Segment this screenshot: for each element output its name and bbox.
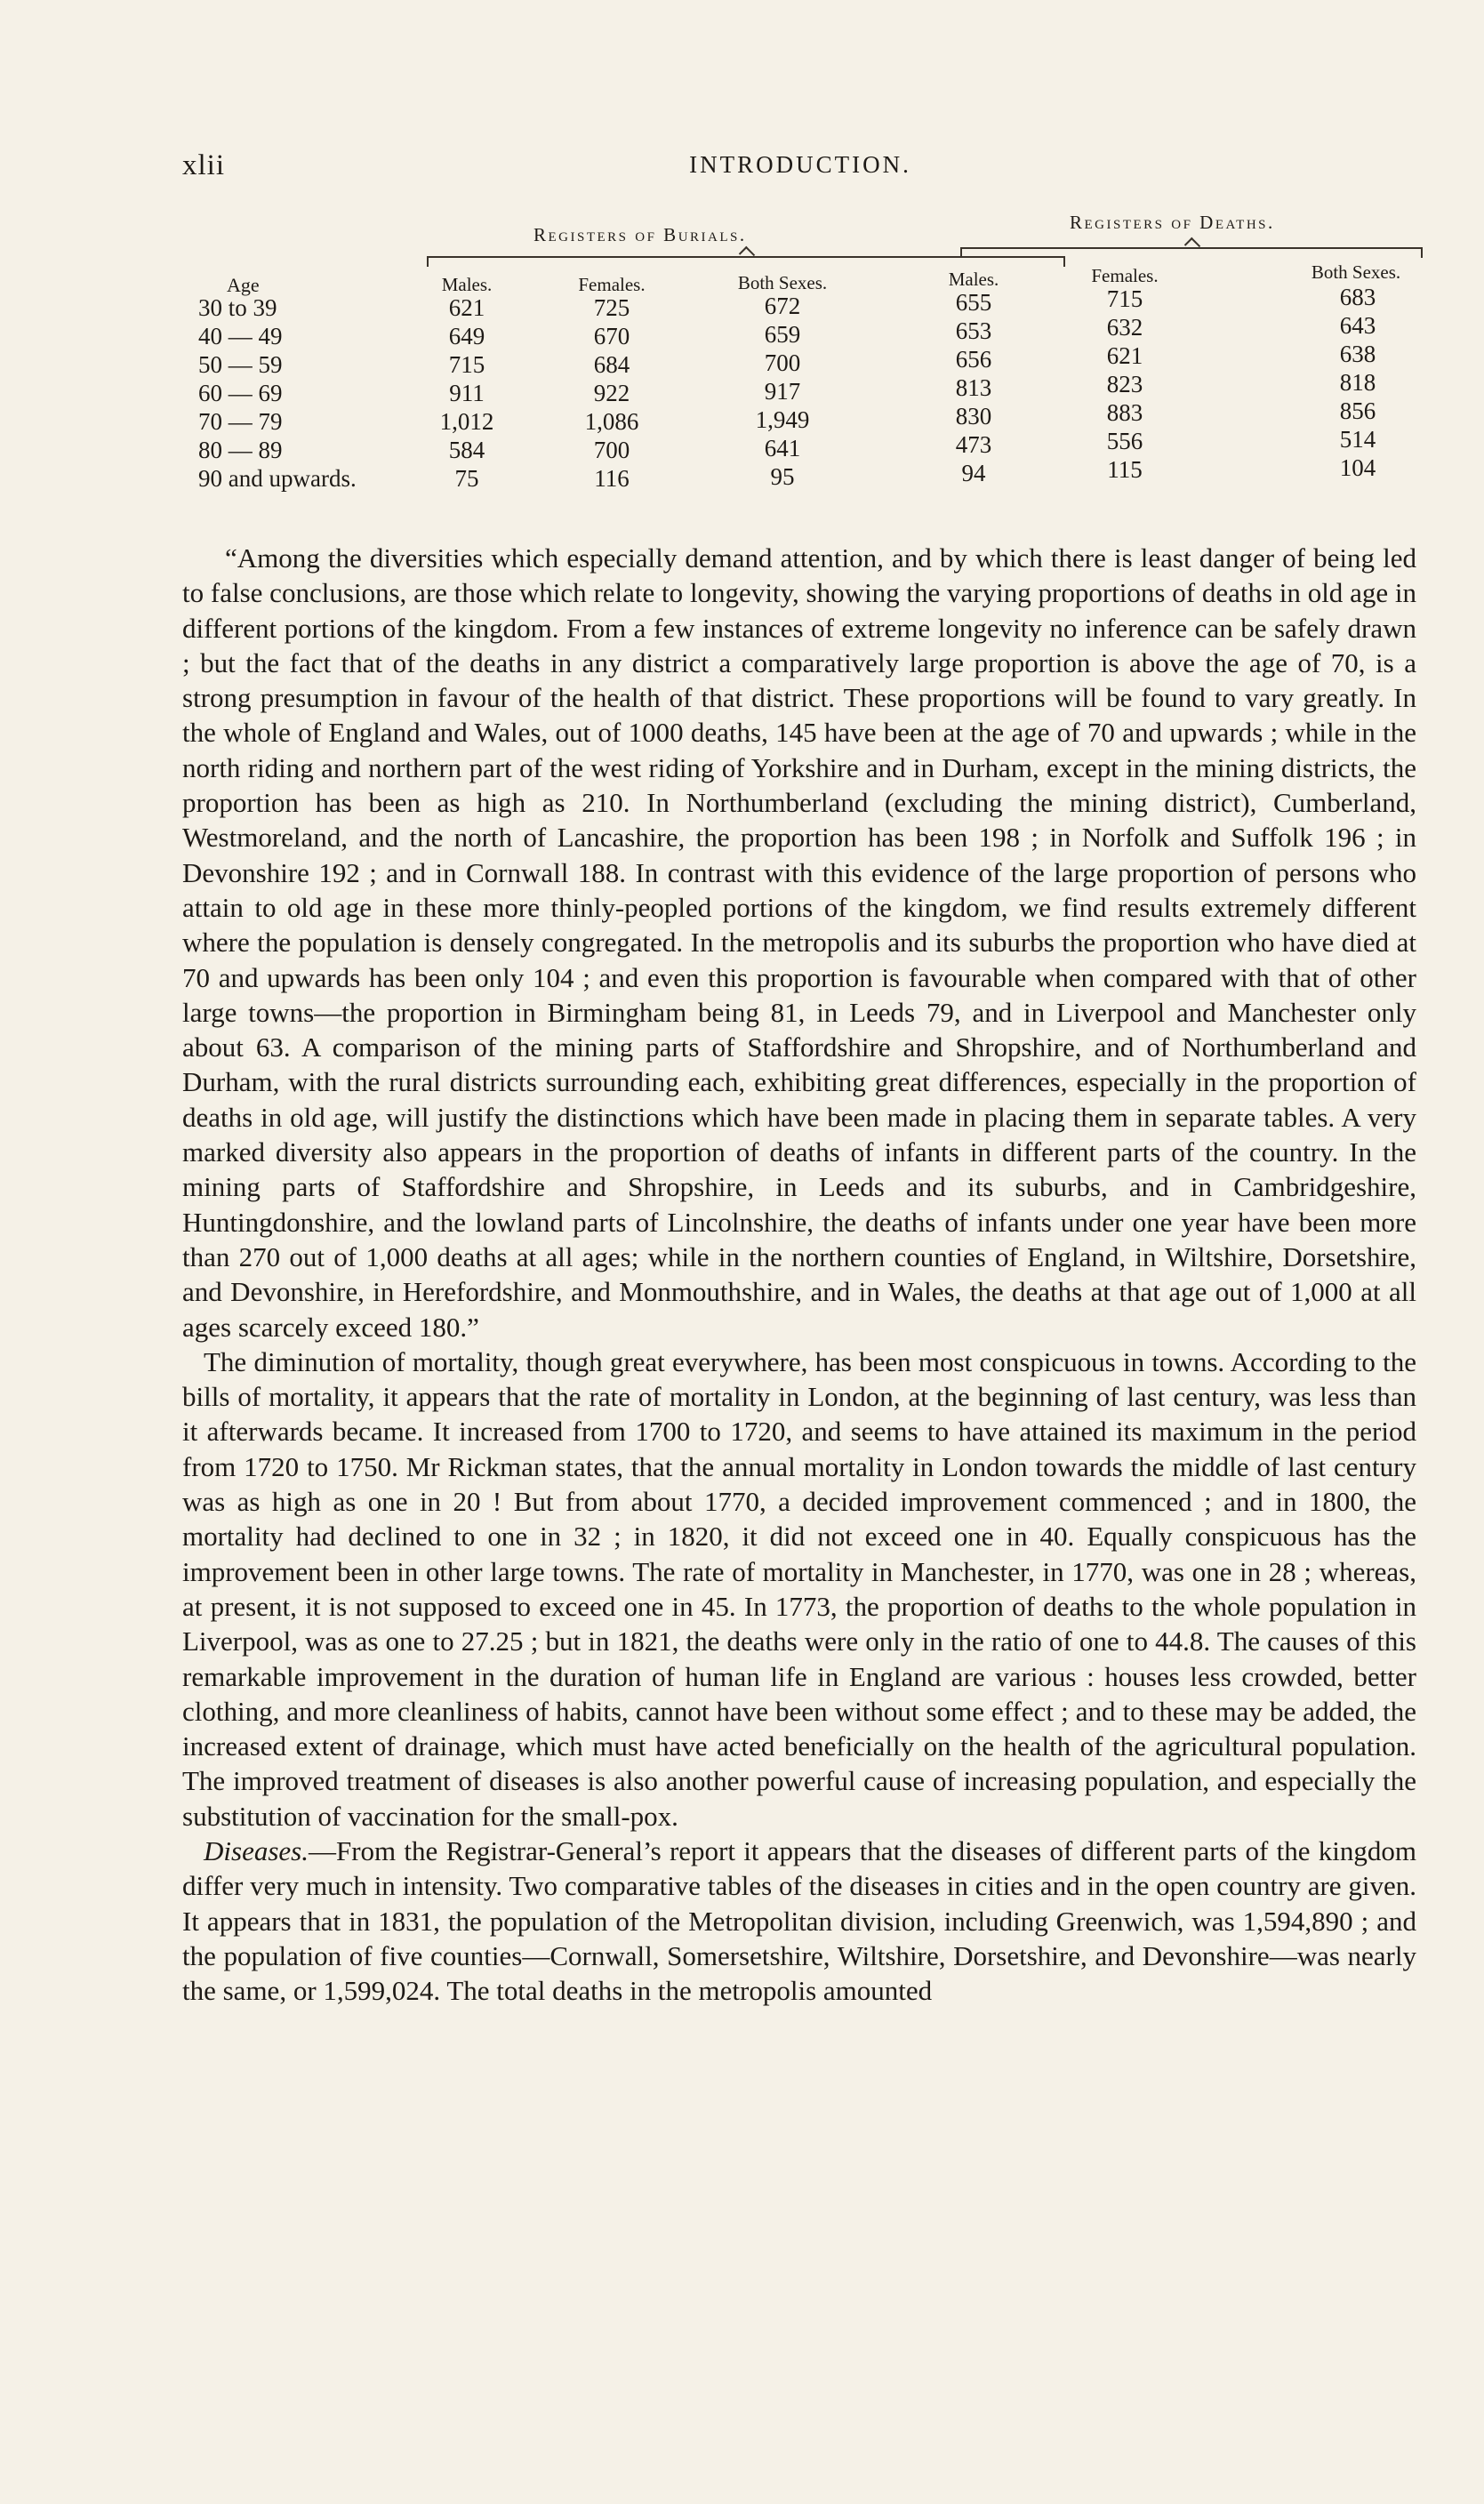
running-title: INTRODUCTION. xyxy=(689,151,911,178)
table-cell: 1,949 xyxy=(755,406,810,433)
table-cell: 830 xyxy=(955,403,992,429)
deaths-females-header: Females. xyxy=(1091,265,1159,286)
table-cell: 911 xyxy=(449,380,485,406)
age-row: 90 and upwards. xyxy=(198,465,357,492)
table-cell: 514 xyxy=(1339,426,1376,453)
table-cell: 670 xyxy=(593,323,630,349)
table-cell: 643 xyxy=(1339,312,1376,339)
table-cell: 823 xyxy=(1106,371,1143,397)
paragraph-diseases-text: —From the Registrar-General’s report it appears that the diseases of different parts of the kingdom differ very much in intensity. Two comparative tables of the diseases in cities and in the open country are given. It appears that in 1831, the population of the Metropolitan division, including Greenwich, was 1,594,890 ; and the population of five counties—Cornwall, Somersetshire, Wiltshire, Dorsetshire, and Devonshire—was nearly the same, or 1,599,024. The total deaths in the metropolis amounted xyxy=(182,1834,1416,2007)
age-row: 30 to 39 xyxy=(198,294,277,321)
table-cell: 917 xyxy=(764,378,801,405)
paragraph-diseases xyxy=(182,1834,1416,2008)
diseases-heading: Diseases. xyxy=(204,1834,309,1866)
deaths-brace xyxy=(960,247,1423,260)
table-cell: 655 xyxy=(955,289,992,316)
table-cell: 715 xyxy=(448,351,485,378)
table-cell: 75 xyxy=(454,465,479,492)
table-cell: 883 xyxy=(1106,399,1143,426)
table-cell: 725 xyxy=(593,294,630,321)
table-cell: 104 xyxy=(1339,454,1376,481)
table-cell: 556 xyxy=(1106,428,1143,454)
deaths-males-header: Males. xyxy=(948,269,999,290)
age-column-header: Age xyxy=(227,274,260,296)
burials-females-column xyxy=(558,293,665,493)
burials-females-header: Females. xyxy=(578,274,646,295)
table-cell: 473 xyxy=(955,431,992,458)
paragraph-quotation: “Among the diversities which especially demand attention, and by which there is least danger of being led to false conclusions, are those which relate to longevity, showing the varying proportions of deaths in old age in different portions of the kingdom. From a few instances of extreme longevity no inference can be safely drawn ; but the fact that of the deaths in any district a comparatively large proportion is above the age of 70, is a strong presumption in favour of the health of that district. These proportions will be found to vary greatly. In the whole of England and Wales, out of 1000 deaths, 145 have been at the age of 70 and upwards ; while in the north riding and northern part of the west riding of Yorkshire and in Durham, except in the mining districts, the proportion has been as high as 210. In Northumberland (excluding the mining district), Cumberland, Westmoreland, and the north of Lancashire, the proportion has been 198 ; in Norfolk and Suffolk 196 ; in Devonshire 192 ; and in Cornwall 188. In contrast with this evidence of the large proportion of persons who attain to old age in these more thinly-peopled portions of the kingdom, we find results extremely different where the population is densely congregated. In the metropolis and its suburbs the proportion who have died at 70 and upwards has been only 104 ; and even this proportion is favourable when compared with that of other large towns—the proportion in Birmingham being 81, in Leeds 79, and in Liverpool and Manchester only about 63. A comparison of the mining parts of Staffordshire and Shropshire, and of Northumberland and Durham, with the rural districts surrounding each, exhibiting great differences, especially in the proportion of deaths in old age, will justify the distinctions which have been made in placing them in separate tables. A very marked diversity also appears in the proportion of deaths of infants in different parts of the country. In the mining parts of Staffordshire and Shropshire, in Leeds and its suburbs, and in Cambridgeshire, Huntingdonshire, and the lowland parts of Lincolnshire, the deaths of infants under one year have been more than 270 out of 1,000 deaths at all ages; while in the northern counties of England, in Wiltshire, Dorsetshire, and Devonshire, in Herefordshire, and Monmouthshire, and in Wales, the deaths at that age out of 1,000 at all ages scarcely exceed 180.” xyxy=(182,542,1416,1343)
page-header xyxy=(182,149,1418,185)
table-cell: 653 xyxy=(955,317,992,344)
table-cell: 638 xyxy=(1339,341,1376,367)
body-text xyxy=(182,541,1416,2008)
deaths-both-header: Both Sexes. xyxy=(1311,261,1401,283)
age-row: 60 — 69 xyxy=(198,380,283,406)
deaths-table-title: Registers of Deaths. xyxy=(1070,212,1275,233)
table-cell: 649 xyxy=(448,323,485,349)
table-cell: 641 xyxy=(764,435,801,461)
burials-table-title: Registers of Burials. xyxy=(533,224,747,245)
age-row: 70 — 79 xyxy=(198,408,283,435)
table-cell: 621 xyxy=(448,294,485,321)
table-cell: 813 xyxy=(955,374,992,401)
table-cell: 621 xyxy=(1106,342,1143,369)
table-cell: 715 xyxy=(1106,285,1143,312)
table-cell: 683 xyxy=(1339,284,1376,310)
table-cell: 856 xyxy=(1339,397,1376,424)
table-cell: 584 xyxy=(448,437,485,463)
table-cell: 700 xyxy=(593,437,630,463)
table-cell: 1,012 xyxy=(439,408,494,435)
table-cell: 115 xyxy=(1107,456,1143,483)
age-row: 50 — 59 xyxy=(198,351,283,378)
table-cell: 632 xyxy=(1106,314,1143,341)
paragraph-mortality: The diminution of mortality, though great everywhere, has been most conspicuous in towns. According to the bills of mortality, it appears that the rate of mortality in London, at the beginning of last century, was less than it afterwards became. It increased from 1700 to 1720, and seems to have attained its maximum in the period from 1720 to 1750. Mr Rickman states, that the annual mortality in London towards the middle of last century was as high as one in 20 ! But from about 1770, a decided improvement commenced ; and in 1800, the mortality had declined to one in 32 ; in 1820, it did not exceed one in 40. Equally conspicuous has the improvement been in other large towns. The rate of mortality in Manchester, in 1770, was one in 28 ; whereas, at present, it is not supposed to exceed one in 45. In 1773, the proportion of deaths to the whole population in Liverpool, was as one to 27.25 ; but in 1821, the deaths were only in the ratio of one to 44.8. The causes of this remarkable improvement in the duration of human life in England are various : houses less crowded, better clothing, and more cleanliness of habits, cannot have been without some effect ; and to these may be added, the increased extent of drainage, which must have acted beneficially on the health of the agricultural population. The improved treatment of diseases is also another powerful cause of increasing population, and especially the substitution of vaccination for the small-pox. xyxy=(182,1345,1416,1832)
burials-both-header: Both Sexes. xyxy=(737,272,828,293)
table-cell: 656 xyxy=(955,346,992,373)
age-row: 40 — 49 xyxy=(198,323,283,349)
burials-males-header: Males. xyxy=(441,274,493,295)
page-number: xlii xyxy=(182,149,226,181)
table-cell: 1,086 xyxy=(584,408,639,435)
age-column xyxy=(198,293,357,493)
table-cell: 94 xyxy=(961,460,986,486)
age-row: 80 — 89 xyxy=(198,437,283,463)
table-cell: 116 xyxy=(594,465,630,492)
burials-both-column xyxy=(729,292,836,491)
table-cell: 672 xyxy=(764,293,801,319)
burials-males-column xyxy=(413,293,520,493)
table-cell: 818 xyxy=(1339,369,1376,396)
table-cell: 922 xyxy=(593,380,630,406)
table-cell: 684 xyxy=(593,351,630,378)
table-cell: 700 xyxy=(764,349,801,376)
deaths-males-column xyxy=(920,288,1027,487)
deaths-both-column xyxy=(1304,283,1411,482)
table-cell: 95 xyxy=(770,463,795,490)
deaths-females-column xyxy=(1071,285,1178,484)
table-cell: 659 xyxy=(764,321,801,348)
mortality-tables xyxy=(182,212,1427,514)
